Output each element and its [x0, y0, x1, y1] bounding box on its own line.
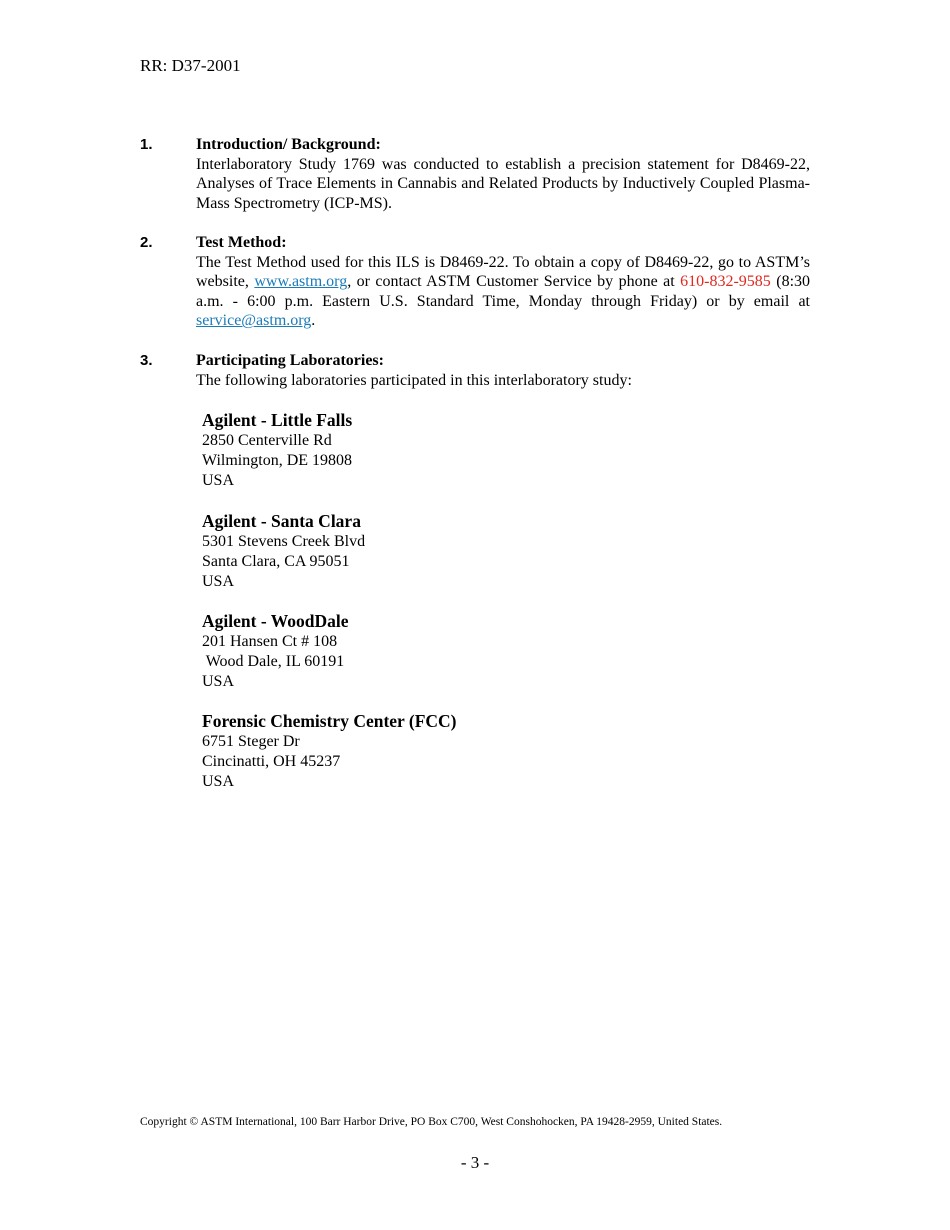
lab-name: Agilent - Little Falls — [202, 410, 353, 430]
section-title: Introduction/ Background: — [196, 136, 381, 153]
lab-name: Agilent - WoodDale — [202, 611, 349, 631]
section-test-method — [140, 233, 810, 331]
section-introduction — [140, 135, 810, 213]
lab-street: 201 Hansen Ct # 108 — [202, 633, 338, 650]
lab-entry — [202, 510, 365, 592]
lab-name: Forensic Chemistry Center (FCC) — [202, 711, 457, 731]
section-number: 3. — [140, 352, 153, 369]
section-number: 2. — [140, 234, 153, 251]
lab-city: Wilmington, DE 19808 — [202, 452, 353, 469]
lab-name: Agilent - Santa Clara — [202, 511, 361, 531]
phone-number: 610-832-9585 — [680, 273, 771, 291]
text-part: The Test Method used for this ILS is D8469-22. To obtain a copy of D8469-22, go to ASTM’s website, — [196, 253, 810, 291]
copyright-footer: Copyright © ASTM International, 100 Barr Harbor Drive, PO Box C700, West Conshohocken, PA 19428-2959, United States. — [140, 1116, 723, 1128]
text-part: (8:30 a.m. - 6:00 p.m. Eastern U.S. Standard Time, Monday through Friday) or by email at — [196, 273, 811, 310]
lab-country: USA — [202, 773, 235, 790]
lab-entry — [202, 610, 349, 692]
lab-city: Cincinatti, OH 45237 — [202, 753, 341, 770]
section-title: Participating Laboratories: — [196, 352, 384, 369]
text-part: . — [311, 312, 316, 330]
section-text — [196, 253, 810, 331]
email-link[interactable]: service@astm.org — [196, 312, 312, 330]
section-participating-labs — [140, 351, 810, 390]
report-id-header: RR: D37-2001 — [140, 56, 241, 75]
lab-street: 2850 Centerville Rd — [202, 432, 332, 449]
lab-street: 5301 Stevens Creek Blvd — [202, 533, 366, 550]
lab-entry — [202, 409, 352, 491]
lab-country: USA — [202, 573, 235, 590]
page-number: - 3 - — [460, 1153, 490, 1172]
section-title: Test Method: — [196, 234, 287, 251]
website-link[interactable]: www.astm.org — [254, 273, 348, 291]
lab-city: Santa Clara, CA 95051 — [202, 553, 350, 570]
section-text: Interlaboratory Study 1769 was conducted to establish a precision statement for D8469-22, Analyses of Trace Elements in Cannabis and Related Products by Inductively Coupled Plasma-Mass Spectrometry (ICP-MS). — [196, 155, 810, 212]
section-text: The following laboratories participated in this interlaboratory study: — [196, 371, 632, 389]
lab-street: 6751 Steger Dr — [202, 733, 300, 750]
lab-city: Wood Dale, IL 60191 — [202, 653, 345, 670]
lab-entry — [202, 710, 457, 792]
lab-country: USA — [202, 472, 235, 489]
text-part: , or contact ASTM Customer Service by phone at — [347, 273, 681, 291]
section-number: 1. — [140, 136, 153, 153]
lab-country: USA — [202, 673, 235, 690]
